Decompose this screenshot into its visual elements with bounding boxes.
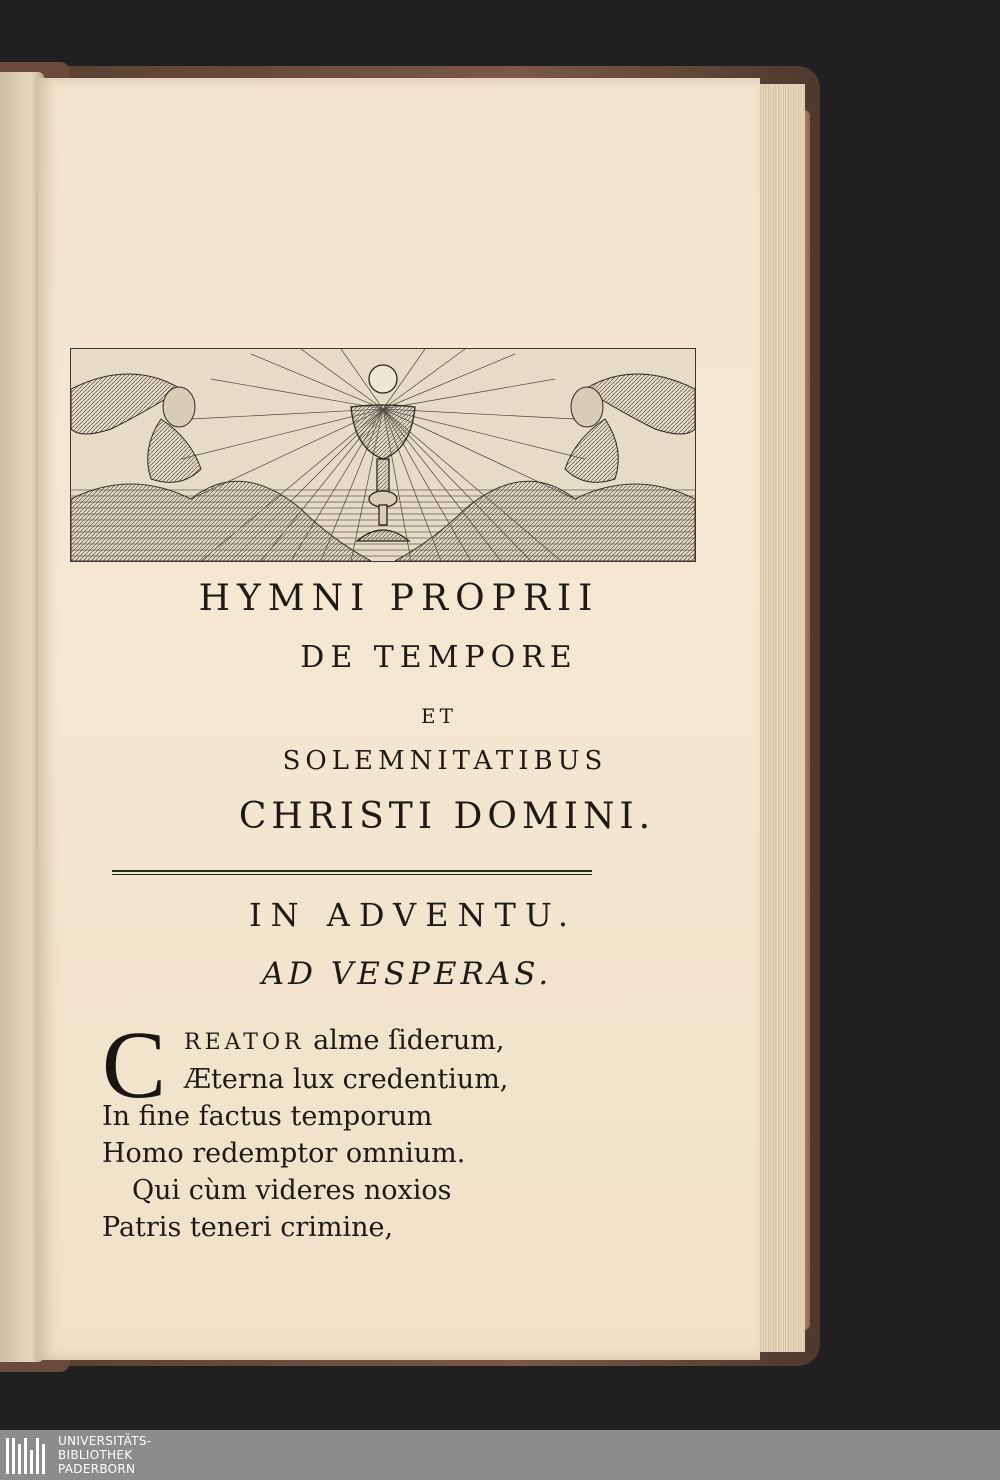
library-name [58,1434,151,1476]
library-footer [0,1430,1000,1480]
hymn-line: Patris teneri crimine, [102,1212,394,1243]
hymn-line: In fine factus temporum [102,1101,433,1132]
hymn-first-word: REATOR [184,1030,305,1055]
heading-line-5: CHRISTI DOMINI. [238,796,656,837]
double-rule-divider [112,870,592,875]
university-library-logo-icon [4,1436,48,1476]
section-subtitle: AD VESPERAS. [261,956,553,992]
hymn-line: Æterna lux credentium, [184,1064,509,1095]
library-name-line-3: PADERBORN [58,1462,136,1476]
hymn-line: Qui cùm videres noxios [132,1175,452,1206]
hymn-line-text: alme ſiderum, [304,1025,505,1056]
drop-cap: C [102,1011,167,1118]
hymn-text [102,1011,702,1246]
heading-line-3: ET [421,704,457,728]
hymn-line [102,1022,702,1061]
library-name-line-2: BIBLIOTHEK [58,1448,133,1462]
heading-line-2: DE TEMPORE [300,640,578,675]
section-title: IN ADVENTU. [248,896,578,934]
book-page [38,78,760,1360]
heading-line-4: SOLEMNITATIBUS [282,746,608,776]
hymn-line: Homo redemptor omnium. [102,1138,466,1169]
library-name-line-1: UNIVERSITÄTS- [58,1434,152,1448]
engraved-vignette [70,348,696,562]
heading-line-1: HYMNI PROPRII [198,578,600,619]
